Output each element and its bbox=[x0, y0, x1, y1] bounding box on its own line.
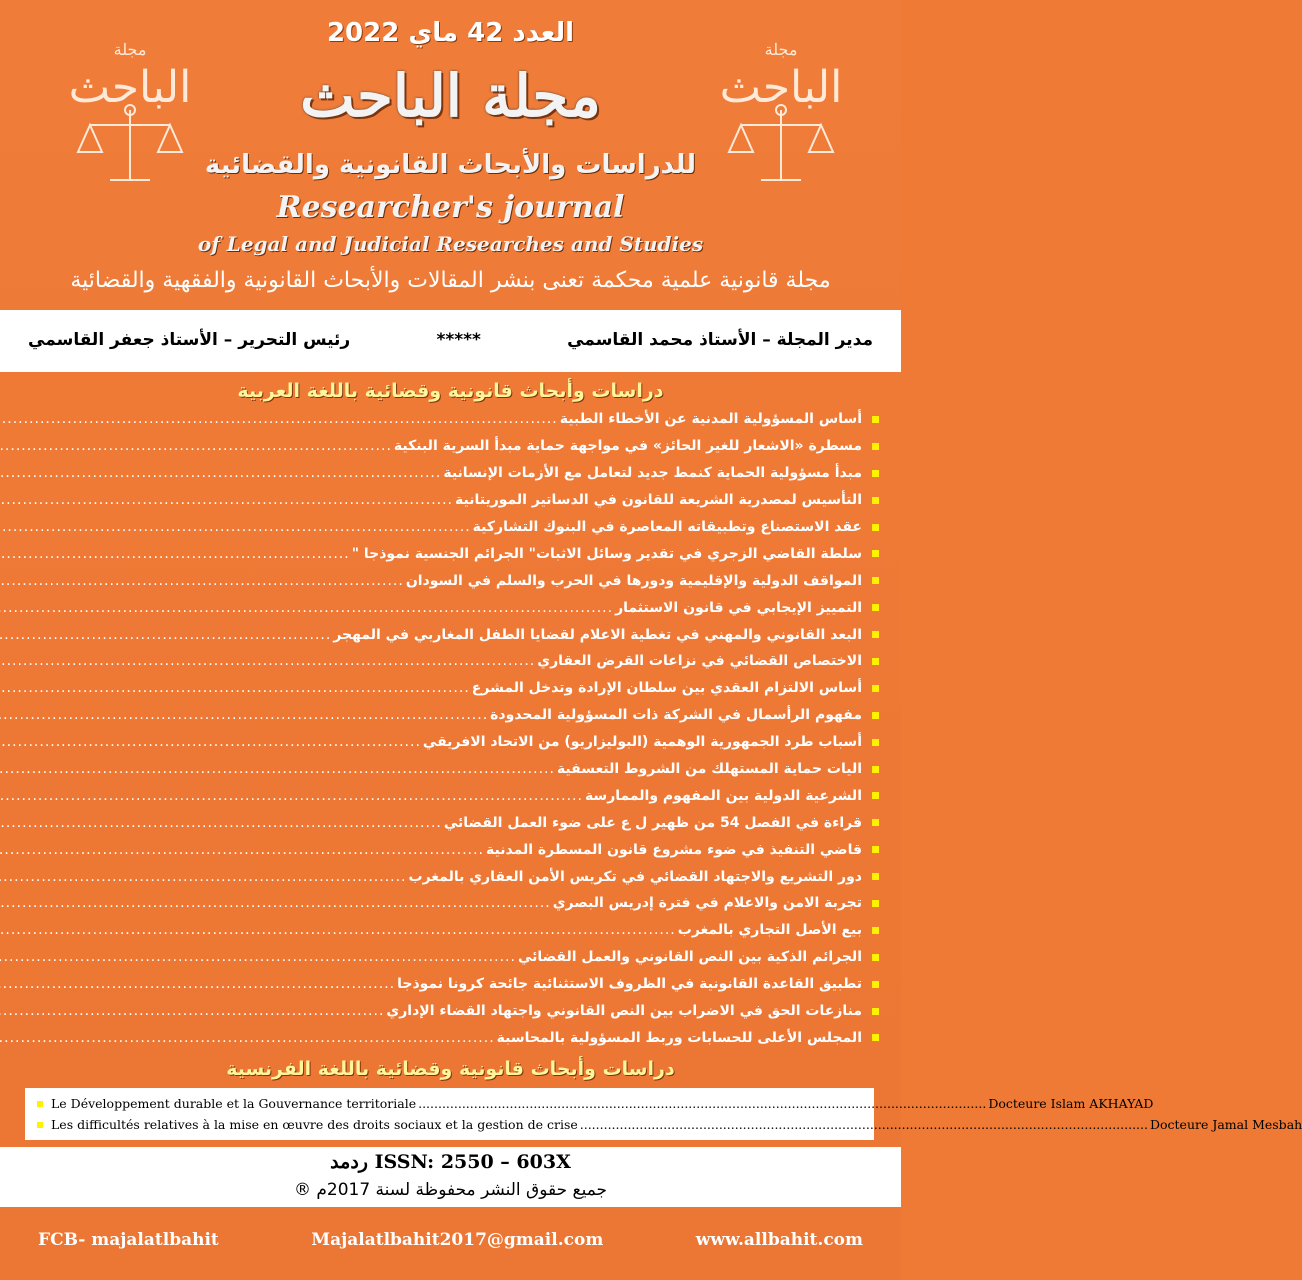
leader-dots bbox=[0, 734, 421, 750]
article-title: تجربة الامن والاعلام في فترة إدريس البصري bbox=[552, 895, 862, 912]
french-article-item bbox=[37, 1114, 1302, 1135]
article-item bbox=[22, 944, 879, 971]
article-item bbox=[22, 487, 879, 514]
article-title: التمييز الإيجابي في قانون الاستثمار bbox=[615, 599, 862, 616]
issue-line: العدد 42 ماي 2022 bbox=[326, 18, 575, 48]
email-link[interactable]: Majalatlbahit2017@gmail.com bbox=[311, 1230, 604, 1250]
article-item bbox=[22, 514, 879, 541]
article-item bbox=[22, 540, 879, 567]
article-item bbox=[22, 863, 879, 890]
article-item bbox=[22, 702, 879, 729]
article-list-french bbox=[25, 1088, 1302, 1140]
bullet-icon bbox=[872, 1008, 879, 1015]
article-item bbox=[22, 1024, 879, 1051]
leader-dots bbox=[0, 627, 331, 643]
french-article-author: Docteure Islam AKHAYAD bbox=[988, 1096, 1154, 1111]
bullet-icon bbox=[872, 873, 879, 880]
article-item bbox=[22, 756, 879, 783]
bullet-icon bbox=[872, 766, 879, 773]
article-title: مفهوم الرأسمال في الشركة ذات المسؤولية المحدودة bbox=[490, 707, 862, 724]
bullet-icon bbox=[872, 900, 879, 907]
article-title: المواقف الدولية والإقليمية ودورها في الحرب والسلم في السودان bbox=[405, 572, 862, 589]
issn-block bbox=[0, 1147, 901, 1207]
article-title: الاختصاص القضائي في نزاعات القرض العقاري bbox=[537, 653, 862, 670]
french-article-author: Docteure Jamal Mesbah bbox=[1149, 1117, 1302, 1132]
bullet-icon bbox=[872, 685, 879, 692]
article-item bbox=[22, 406, 879, 433]
article-title: التأسيس لمصدرية الشريعة للقانون في الدساتير الموريتانية bbox=[455, 492, 862, 509]
leader-dots bbox=[0, 815, 442, 831]
article-item bbox=[22, 460, 879, 487]
logo-word-small: مجلة bbox=[113, 40, 147, 59]
bullet-icon bbox=[872, 470, 879, 477]
article-item bbox=[22, 836, 879, 863]
article-title: عقد الاستصناع وتطبيقاته المعاصرة في البنوك التشاركية bbox=[472, 519, 862, 535]
article-title: قراءة في الفصل 54 من ظهير ل ع على ضوء العمل القضائي bbox=[443, 814, 862, 831]
staff-separator: ***** bbox=[436, 330, 481, 350]
bullet-icon bbox=[872, 927, 879, 934]
leader-dots bbox=[0, 573, 404, 589]
leader-dots bbox=[0, 492, 453, 508]
french-article-item bbox=[37, 1093, 1154, 1114]
staff-band bbox=[0, 310, 901, 372]
article-title: منازعات الحق في الاضراب بين النص القانوني واجتهاد القضاء الإداري bbox=[386, 1003, 862, 1020]
leader-dots bbox=[0, 465, 441, 481]
leader-dots bbox=[0, 976, 395, 992]
issn-number: ردمد ISSN: 2550 – 603X bbox=[330, 1151, 571, 1173]
facebook-link[interactable]: FCB- majalatlbahit bbox=[38, 1230, 219, 1250]
article-title: مسطرة «الاشعار للغير الحائز» في مواجهة حماية مبدأ السرية البنكية bbox=[393, 438, 862, 455]
leader-dots bbox=[0, 438, 392, 454]
bullet-icon bbox=[872, 846, 879, 853]
journal-tagline: مجلة قانونية علمية محكمة تعنى بنشر المقالات والأبحاث القانونية والفقهية والقضائية bbox=[70, 268, 831, 293]
article-title: أساس المسؤولية المدنية عن الأخطاء الطبية bbox=[559, 411, 862, 428]
director-credit: مدير المجلة – الأستاذ محمد القاسمي bbox=[567, 330, 873, 350]
article-list-arabic bbox=[22, 406, 879, 1051]
article-item bbox=[22, 809, 879, 836]
french-article-title: Les difficultés relatives à la mise en œuvre des droits sociaux et la gestion de crise bbox=[51, 1117, 578, 1132]
article-title: أسباب طرد الجمهورية الوهمية (البوليزاريو) من الاتحاد الافريقي bbox=[422, 734, 862, 751]
bullet-icon bbox=[872, 416, 879, 423]
article-title: الجرائم الذكية بين النص القانوني والعمل القضائي bbox=[517, 949, 862, 966]
article-item bbox=[22, 890, 879, 917]
bullet-icon bbox=[872, 524, 879, 531]
bullet-icon bbox=[872, 739, 879, 746]
leader-dots bbox=[0, 788, 583, 804]
section-title-arabic: دراسات وأبحاث قانونية وقضائية باللغة العربية bbox=[237, 380, 664, 402]
leader-dots bbox=[0, 707, 488, 723]
bullet-icon bbox=[872, 981, 879, 988]
article-item bbox=[22, 433, 879, 460]
article-item bbox=[22, 971, 879, 998]
article-item bbox=[22, 594, 879, 621]
article-item bbox=[22, 917, 879, 944]
article-title: الشرعية الدولية بين المفهوم والممارسة bbox=[584, 787, 862, 804]
leader-dots bbox=[0, 842, 484, 858]
leader-dots bbox=[0, 761, 555, 777]
article-title: أساس الالتزام العقدي بين سلطان الإرادة وتدخل المشرع bbox=[471, 680, 862, 697]
journal-title-arabic: مجلة الباحث bbox=[300, 62, 601, 130]
leader-dots bbox=[0, 949, 516, 965]
article-title: مبدأ مسؤولية الحماية كنمط جديد لتعامل مع الأزمات الإنسانية bbox=[443, 465, 862, 482]
bullet-icon bbox=[37, 1101, 43, 1107]
journal-subtitle-arabic: للدراسات والأبحاث القانونية والقضائية bbox=[204, 150, 697, 180]
article-item bbox=[22, 621, 879, 648]
bullet-icon bbox=[872, 792, 879, 799]
logo-word-small: مجلة bbox=[764, 40, 798, 59]
article-title: البعد القانوني والمهني في تغطية الاعلام لقضايا الطفل المغاربي في المهجر bbox=[333, 626, 862, 643]
leader-dots bbox=[418, 1096, 986, 1111]
french-article-title: Le Développement durable et la Gouvernance territoriale bbox=[51, 1096, 417, 1111]
article-title: اليات حماية المستهلك من الشروط التعسفية bbox=[556, 761, 862, 778]
article-title: تطبيق القاعدة القانونية في الظروف الاستثنائية جائحة كرونا نموذجا bbox=[397, 976, 862, 993]
leader-dots bbox=[0, 519, 471, 535]
leader-dots bbox=[0, 653, 535, 669]
bullet-icon bbox=[872, 631, 879, 638]
article-item bbox=[22, 998, 879, 1025]
article-title: دور التشريع والاجتهاد القضائي في تكريس الأمن العقاري بالمغرب bbox=[408, 868, 862, 885]
article-item bbox=[22, 567, 879, 594]
leader-dots bbox=[0, 1030, 495, 1046]
leader-dots bbox=[0, 680, 470, 696]
editor-credit: رئيس التحرير – الأستاذ جعفر القاسمي bbox=[28, 330, 351, 350]
copyright-notice: جميع حقوق النشر محفوظة لسنة 2017م ® bbox=[293, 1180, 608, 1200]
bullet-icon bbox=[872, 443, 879, 450]
bullet-icon bbox=[872, 658, 879, 665]
logo-word-big: الباحث bbox=[719, 62, 843, 113]
bullet-icon bbox=[872, 550, 879, 557]
leader-dots bbox=[0, 1003, 384, 1019]
article-item bbox=[22, 675, 879, 702]
bullet-icon bbox=[872, 712, 879, 719]
footer bbox=[0, 1220, 901, 1260]
website-link[interactable]: www.allbahit.com bbox=[695, 1230, 863, 1250]
article-item bbox=[22, 729, 879, 756]
bullet-icon bbox=[872, 819, 879, 826]
journal-title-english: Researcher's journal bbox=[276, 190, 625, 225]
leader-dots bbox=[0, 869, 407, 885]
leader-dots bbox=[0, 546, 350, 562]
article-item bbox=[22, 782, 879, 809]
bullet-icon bbox=[37, 1122, 43, 1128]
article-title: سلطة القاضي الزجري في تقدير وسائل الاثبات" الجرائم الجنسية نموذجا " bbox=[351, 545, 862, 562]
bullet-icon bbox=[872, 577, 879, 584]
bullet-icon bbox=[872, 954, 879, 961]
section-title-french: دراسات وأبحاث قانونية وقضائية باللغة الفرنسية bbox=[226, 1058, 675, 1080]
leader-dots bbox=[580, 1117, 1148, 1132]
article-title: بيع الأصل التجاري بالمغرب bbox=[677, 922, 862, 939]
bullet-icon bbox=[872, 1034, 879, 1041]
leader-dots bbox=[0, 600, 613, 616]
leader-dots bbox=[0, 411, 558, 427]
bullet-icon bbox=[872, 604, 879, 611]
article-item bbox=[22, 648, 879, 675]
journal-subtitle-english: of Legal and Judicial Researches and Studies bbox=[197, 232, 704, 256]
leader-dots bbox=[0, 895, 551, 911]
logo-word-big: الباحث bbox=[68, 62, 192, 113]
bullet-icon bbox=[872, 497, 879, 504]
article-title: قاضي التنفيذ في ضوء مشروع قانون المسطرة المدنية bbox=[486, 841, 862, 858]
leader-dots bbox=[0, 922, 676, 938]
article-title: المجلس الأعلى للحسابات وربط المسؤولية بالمحاسبة bbox=[496, 1029, 862, 1046]
